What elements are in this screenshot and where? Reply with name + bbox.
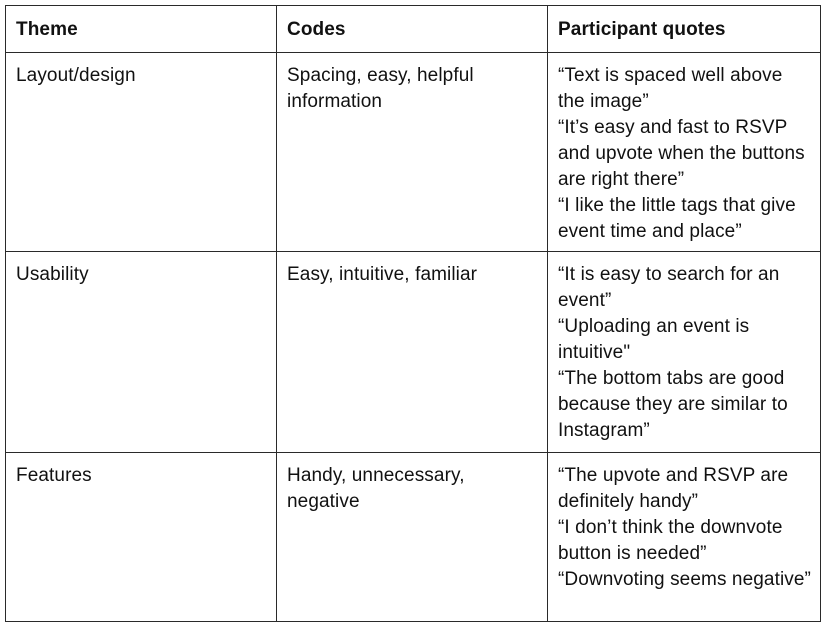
participant-quote: “Uploading an event is intuitive" [558, 316, 750, 363]
table-header-row [6, 6, 821, 53]
codes-cell: Easy, intuitive, familiar [277, 252, 548, 453]
codes-cell: Spacing, easy, helpful information [277, 53, 548, 252]
participant-quote: “Downvoting seems negative” [558, 569, 811, 590]
table-row [6, 453, 821, 622]
themes-table [5, 5, 821, 622]
participant-quote: “I like the little tags that give event time and place” [558, 195, 796, 242]
participant-quote: “Text is spaced well above the image” [558, 65, 783, 112]
header-participant-quotes: Participant quotes [548, 6, 821, 53]
header-codes: Codes [277, 6, 548, 53]
theme-cell: Layout/design [6, 53, 277, 252]
participant-quote: “It’s easy and fast to RSVP and upvote when the buttons are right there” [558, 117, 805, 190]
theme-cell: Usability [6, 252, 277, 453]
participant-quote: “The upvote and RSVP are definitely handy” [558, 465, 789, 512]
quotes-cell [548, 252, 821, 453]
codes-cell: Handy, unnecessary, negative [277, 453, 548, 622]
table-row [6, 252, 821, 453]
quotes-cell [548, 53, 821, 252]
quotes-cell [548, 453, 821, 622]
participant-quote: “It is easy to search for an event” [558, 264, 780, 311]
participant-quote: “I don’t think the downvote button is needed” [558, 517, 783, 564]
header-theme: Theme [6, 6, 277, 53]
theme-cell: Features [6, 453, 277, 622]
participant-quote: “The bottom tabs are good because they are similar to Instagram” [558, 368, 788, 441]
table-row [6, 53, 821, 252]
